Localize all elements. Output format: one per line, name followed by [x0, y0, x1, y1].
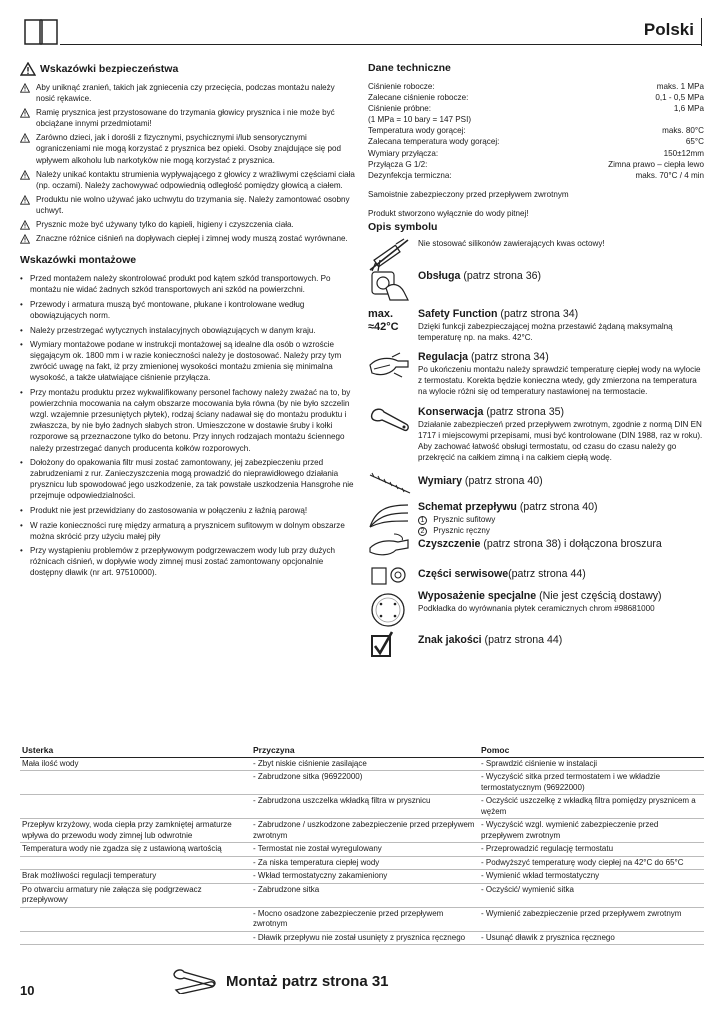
regulacja-text: Po ukończeniu montażu należy sprawdzić temperaturę ciepłej wody na wylocie z termostatu. Korekta będzie konieczna wtedy, gdy zmierzona na temperatura na wylocie różni się od temperatury nastawionej na termostacie.	[418, 365, 701, 397]
tech-section-title: Dane techniczne	[368, 62, 451, 74]
tech-label: Przyłącza G 1/2:	[368, 159, 428, 169]
bullet: •	[20, 325, 23, 335]
schemat-name: Schemat przepływu	[418, 500, 517, 513]
tech-value: 150±12mm	[663, 148, 704, 158]
mounting-item-text: Przewody i armatura muszą być montowane, płukane i kontrolowane według obowiązujących norm.	[30, 299, 305, 320]
cell-przyczyna: - Mocno osadzone zabezpieczenie przed przepływem zwrotnym	[251, 907, 479, 931]
obsluga-ref: (patrz strona 36)	[463, 270, 542, 283]
wymiary-name: Wymiary	[418, 474, 462, 487]
cell-pomoc: - Wymienić wkład termostatyczny	[479, 870, 704, 884]
cell-przyczyna: - Zabrudzone sitka (96922000)	[251, 771, 479, 795]
header-rule-vertical	[701, 18, 702, 46]
tech-value: Zimna prawo – ciepła lewo	[608, 159, 704, 169]
safety-list	[20, 82, 355, 244]
wyposazenie-name: Wyposażenie specjalne	[418, 590, 537, 603]
bullet: •	[20, 546, 23, 556]
tech-label: Zalecane ciśnienie robocze:	[368, 93, 469, 103]
silicone-gun-icon	[368, 238, 412, 272]
tech-value: 1,6 MPa	[673, 104, 704, 114]
troubleshooting-table	[20, 745, 704, 945]
cell-przyczyna: - Za niska temperatura ciepłej wody	[251, 856, 479, 870]
bullet: •	[20, 299, 23, 309]
wyposazenie-text: Podkładka do wyrównania płytek ceramicznych chrom #98681000	[418, 604, 655, 614]
table-row	[20, 819, 704, 843]
tech-value: 0,1 - 0,5 MPa	[655, 93, 704, 103]
symbol-wymiary	[368, 471, 704, 497]
tech-value: maks. 80°C	[662, 126, 704, 136]
tools-icon	[172, 968, 218, 994]
mounting-item-text: Wymiary montażowe podane w instrukcji montażowej są idealne dla osób o wzroście sięgającym ok. 1800 mm i w razie konieczności należy je dostosować. Należy przy tym zwrócić uwagę na fakt, iż przy zmienionej wysokości montażu zmienia się minimalna wysokość, a także ułatwiające ciśnienie przyłącza.	[30, 340, 342, 383]
tech-label: Wymiary przyłącza:	[368, 148, 439, 158]
right-column	[368, 62, 704, 660]
safety-item	[20, 82, 355, 104]
safety-item	[20, 132, 355, 165]
bullet: •	[20, 340, 23, 350]
col-header-pomoc: Pomoc	[479, 745, 704, 757]
tech-label: Ciśnienie robocze:	[368, 82, 435, 91]
safety-function-text: Dzięki funkcji zabezpieczającej można przestawić żądaną maksymalną temperaturę np. na maks. 42°C.	[418, 322, 673, 343]
tech-label: Dezynfekcja termiczna:	[368, 170, 452, 180]
bullet: •	[20, 506, 23, 515]
safety-item-text: Produktu nie wolno używać jako uchwytu do trzymania się. Należy zamontować osobny uchwyt.	[36, 194, 350, 215]
safety-item-text: Znaczne różnice ciśnień na dopływach ciepłej i zimnej wody muszą zostać wyrównane.	[36, 234, 348, 244]
tech-row	[368, 148, 704, 159]
schemat-num-2: 2	[418, 527, 427, 536]
warning-icon	[20, 195, 30, 205]
safety-item	[20, 219, 355, 230]
silicone-text: Nie stosować silikonów zawierających kwas octowy!	[418, 239, 605, 249]
mounting-item	[20, 505, 355, 516]
schemat-item-2-label: Prysznic ręczny	[433, 525, 490, 535]
czyszczenie-name: Czyszczenie	[418, 538, 481, 551]
wymiary-ref: (patrz strona 40)	[464, 474, 543, 487]
left-column	[20, 62, 355, 582]
cleaning-hand-icon	[368, 530, 412, 558]
cell-przyczyna: - Termostat nie został wyregulowany	[251, 843, 479, 857]
symbol-regulacja	[368, 351, 704, 397]
tech-label: Zalecana temperatura wody gorącej:	[368, 137, 500, 147]
safety-section-title	[20, 62, 355, 76]
cell-pomoc: - Usunąć dławik z prysznica ręcznego	[479, 931, 704, 945]
warning-icon	[20, 133, 30, 143]
czesci-name: Części serwisowe	[418, 568, 509, 581]
mounting-item-text: Przy wystąpieniu problemów z przepływowym podgrzewaczem wody lub przy dużych różnicach ciśnień, w dopływie wody zimnej musi zostać zamontowany opcjonalnie dostępny dławik (nr art. 97510000).	[30, 546, 335, 578]
cell-przyczyna: - Zabrudzona uszczelka wkładką filtra w prysznicu	[251, 795, 479, 819]
cell-przyczyna: - Dławik przepływu nie został usunięty z prysznica ręcznego	[251, 931, 479, 945]
tech-row	[368, 170, 704, 181]
cell-pomoc: - Wymienić zabezpieczenie przed przepływem zwrotnym	[479, 907, 704, 931]
obsluga-name: Obsługa	[418, 270, 461, 283]
symbols-section-title: Opis symbolu	[368, 221, 438, 234]
hand-adjust-icon	[368, 351, 412, 381]
warning-icon	[20, 83, 30, 93]
tech-value: maks. 70°C / 4 min	[635, 170, 704, 180]
mounting-item	[20, 545, 355, 578]
bullet: •	[20, 458, 23, 468]
mounting-item	[20, 387, 355, 454]
konserwacja-text: Działanie zabezpieczeń przed przepływem zwrotnym, zgodnie z normą DIN EN 1717 i miejscowymi przepisami, musi być kontrolowane (DIN 1988, raz w roku). Aby zachować łatwość obsługi termostatu, od czasu do czasu należy go przekręcić na całkiem zimną i na całkiem ciepłą wodę.	[418, 419, 703, 462]
cell-usterka: Mała ilość wody	[20, 757, 251, 771]
cell-przyczyna: - Wkład termostatyczny zakamieniony	[251, 870, 479, 884]
special-accessory-icon	[368, 590, 412, 630]
symbol-wyposazenie	[368, 590, 704, 630]
table-row	[20, 883, 704, 907]
safety-item-text: Ramię prysznica jest przystosowane do trzymania głowicy prysznica i nie może być obciążane innymi przedmiotami!	[36, 108, 335, 129]
tech-row	[368, 103, 704, 114]
cell-przyczyna: - Zabrudzone sitka	[251, 883, 479, 907]
cell-usterka	[20, 856, 251, 870]
spare-parts-icon	[368, 562, 412, 588]
table-row	[20, 771, 704, 795]
wrench-icon	[368, 406, 412, 436]
mounting-item	[20, 457, 355, 501]
cell-usterka: Brak możliwości regulacji temperatury	[20, 870, 251, 884]
safety-item-text: Należy unikać kontaktu strumienia wypływającego z głowicy z wrażliwymi częściami ciała (np. oczami). Należy zachowywać odpowiednią odległość pomiędzy głowicą a ciałem.	[36, 169, 355, 190]
mounting-item	[20, 273, 355, 295]
symbol-silicone	[368, 238, 704, 272]
warning-icon	[20, 234, 30, 244]
mounting-item-text: Przed montażem należy skontrolować produkt pod kątem szkód transportowych. Po montażu nie widać żadnych szkód transportowych ani szkód na powierzchni.	[30, 274, 331, 295]
cell-pomoc: - Oczyścić/ wymienić sitka	[479, 883, 704, 907]
tech-note-potable: Produkt stworzono wyłącznie do wody pitnej!	[368, 208, 529, 218]
tech-row	[368, 92, 704, 103]
symbol-znak	[368, 630, 704, 660]
schemat-num-1: 1	[418, 516, 427, 525]
col-header-usterka: Usterka	[20, 745, 251, 757]
table-row	[20, 843, 704, 857]
warning-icon	[20, 170, 30, 180]
konserwacja-name: Konserwacja	[418, 405, 484, 418]
mounting-item-text: Produkt nie jest przewidziany do zastosowania w połączeniu z łaźnią parową!	[30, 506, 308, 515]
symbol-konserwacja	[368, 406, 704, 463]
table-row	[20, 870, 704, 884]
konserwacja-ref: (patrz strona 35)	[486, 405, 565, 418]
cell-usterka: Po otwarciu armatury nie załącza się podgrzewacz przepływowy	[20, 883, 251, 907]
flow-diagram-icon	[368, 501, 412, 529]
page-number: 10	[20, 983, 35, 998]
safety-item	[20, 194, 355, 216]
tech-row	[368, 159, 704, 170]
cell-przyczyna: - Zabrudzone / uszkodzone zabezpieczenie przed przepływem zwrotnym	[251, 819, 479, 843]
cell-usterka	[20, 907, 251, 931]
cell-pomoc: - Podwyższyć temperaturę wody ciepłej na 42°C do 65°C	[479, 856, 704, 870]
max-temp-label	[368, 308, 412, 334]
max-label: max.	[368, 308, 394, 321]
safety-title-text: Wskazówki bezpieczeństwa	[40, 62, 179, 75]
dimensions-icon	[368, 471, 412, 497]
warning-icon	[20, 220, 30, 230]
symbol-czesci	[368, 562, 704, 588]
schemat-ref: (patrz strona 40)	[519, 500, 598, 513]
tech-note-backflow: Samoistnie zabezpieczony przed przepływem zwrotnym	[368, 189, 569, 199]
safety-item	[20, 169, 355, 191]
safety-item	[20, 107, 355, 129]
cell-przyczyna: - Zbyt niskie ciśnienie zasilające	[251, 757, 479, 771]
mounting-item	[20, 299, 355, 321]
tech-row	[368, 136, 704, 147]
safety-function-ref: (patrz strona 34)	[500, 308, 579, 321]
tech-label: Ciśnienie próbne:	[368, 104, 431, 114]
mounting-list	[20, 273, 355, 578]
mounting-item	[20, 325, 355, 336]
cell-usterka: Temperatura wody nie zgadza się z ustawioną wartością	[20, 843, 251, 857]
safety-function-name: Safety Function	[418, 308, 498, 321]
tech-row	[368, 114, 704, 125]
tech-label: Temperatura wody gorącej:	[368, 126, 466, 136]
schemat-item-2	[418, 525, 598, 536]
tech-table	[368, 81, 704, 181]
table-header-row	[20, 745, 704, 757]
quality-mark-icon	[368, 630, 412, 660]
tech-row	[368, 125, 704, 136]
warning-icon	[20, 62, 36, 76]
safety-item-text: Aby uniknąć zranień, takich jak zgniecenia czy przecięcia, podczas montażu należy nosić rękawice.	[36, 83, 335, 104]
safety-item-text: Prysznic może być używany tylko do kąpieli, higieny i czyszczenia ciała.	[36, 220, 294, 230]
table-row	[20, 757, 704, 771]
bullet: •	[20, 274, 23, 284]
col-header-przyczyna: Przyczyna	[251, 745, 479, 757]
cell-pomoc: - Przeprowadzić regulację termostatu	[479, 843, 704, 857]
bullet: •	[20, 388, 23, 398]
cell-pomoc: - Oczyścić uszczelkę z wkładką filtra pomiędzy prysznicem a wężem	[479, 795, 704, 819]
mounting-item	[20, 520, 355, 542]
table-row	[20, 931, 704, 945]
cell-pomoc: - Sprawdzić ciśnienie w instalacji	[479, 757, 704, 771]
tech-row	[368, 81, 704, 92]
temp-label: ≈42°C	[368, 321, 399, 334]
table-row	[20, 907, 704, 931]
table-row	[20, 795, 704, 819]
language-title: Polski	[643, 20, 694, 39]
mounting-item	[20, 339, 355, 383]
czesci-ref: (patrz strona 44)	[508, 568, 586, 581]
wyposazenie-ref: (Nie jest częścią dostawy)	[539, 590, 662, 603]
bullet: •	[20, 520, 23, 530]
tech-value: maks. 1 MPa	[656, 82, 704, 91]
regulacja-ref: (patrz strona 34)	[471, 351, 549, 364]
cell-usterka	[20, 795, 251, 819]
book-icon	[24, 18, 58, 46]
tech-label: (1 MPa = 10 bary = 147 PSI)	[368, 115, 472, 125]
cell-usterka: Przepływ krzyżowy, woda ciepła przy zamkniętej armaturze wpływa do przewodu wody zimnej lub odwrotnie	[20, 819, 251, 843]
cell-pomoc: - Wyczyścić wzgl. wymienić zabezpieczenie przed przepływem zwrotnym	[479, 819, 704, 843]
page-header	[24, 18, 702, 50]
mounting-section-title: Wskazówki montażowe	[20, 254, 137, 267]
cell-usterka	[20, 771, 251, 795]
czyszczenie-ref: (patrz strona 38) i dołączona broszura	[483, 538, 662, 551]
schemat-item-1	[418, 514, 598, 525]
symbol-obsluga	[368, 268, 704, 302]
cell-usterka	[20, 931, 251, 945]
tech-value: 65°C	[685, 137, 704, 147]
safety-item	[20, 233, 355, 244]
table-row	[20, 856, 704, 870]
safety-item-text: Zarówno dzieci, jak i dorośli z fizycznymi, psychicznymi i/lub sensorycznymi ograniczeniami nie mogą korzystać z prysznica bez opieki. Osoby znajdujące się pod wpływem alkoholu lub narkotyków nie mogą korzystać z prysznica.	[36, 133, 342, 165]
footer-text: Montaż patrz strona 31	[226, 972, 389, 990]
znak-name: Znak jakości	[418, 634, 482, 647]
mounting-item-text: Dołożony do opakowania filtr musi zostać zamontowany, jej zabezpieczeniu przed zabrudzeniami z rur. Zanieczyszczenia mogą prowadzić do nieprawidłowego działania prysznicu lub spowodować jego uszkodzenie, za tak powstałe uszkodzenia Hansgrohe nie przejmuje odpowiedzialności.	[30, 458, 354, 501]
cell-pomoc: - Wyczyścić sitka przed termostatem i we wkładzie termostatycznym (96922000)	[479, 771, 704, 795]
mounting-item-text: W razie konieczności rurę między armaturą a prysznicem sufitowym w dolnym obszarze można skrócić przy użyciu małej piły	[30, 520, 345, 541]
schemat-item-1-label: Prysznic sufitowy	[433, 514, 496, 524]
znak-ref: (patrz strona 44)	[484, 634, 563, 647]
hand-operation-icon	[368, 268, 412, 302]
mounting-item-text: Należy przestrzegać wytycznych instalacyjnych obowiązujących w danym kraju.	[30, 325, 316, 335]
footer-reference	[172, 968, 389, 994]
mounting-item-text: Przy montażu produktu przez wykwalifikowany personel fachowy należy zważać na to, by powierzchnia mocowania na całym obszarze mocowania była równa (by nie było szczelin wzgl. wzajemnie przesuniętych płytek), rodzaj ściany nadawał się do montażu produktu i zwłaszcza, by nie było żadnych słabych stron. Umieszczone w dostawie śruby i kołki rozporowe są przeznaczone tylko do betonu. Przy innych rodzajach montażu ściennego należy przestrzegać danych producenta kołków rozporowych.	[30, 388, 351, 453]
header-rule	[60, 44, 702, 45]
regulacja-name: Regulacja	[418, 351, 469, 364]
warning-icon	[20, 108, 30, 118]
symbol-safety-function	[368, 308, 704, 343]
